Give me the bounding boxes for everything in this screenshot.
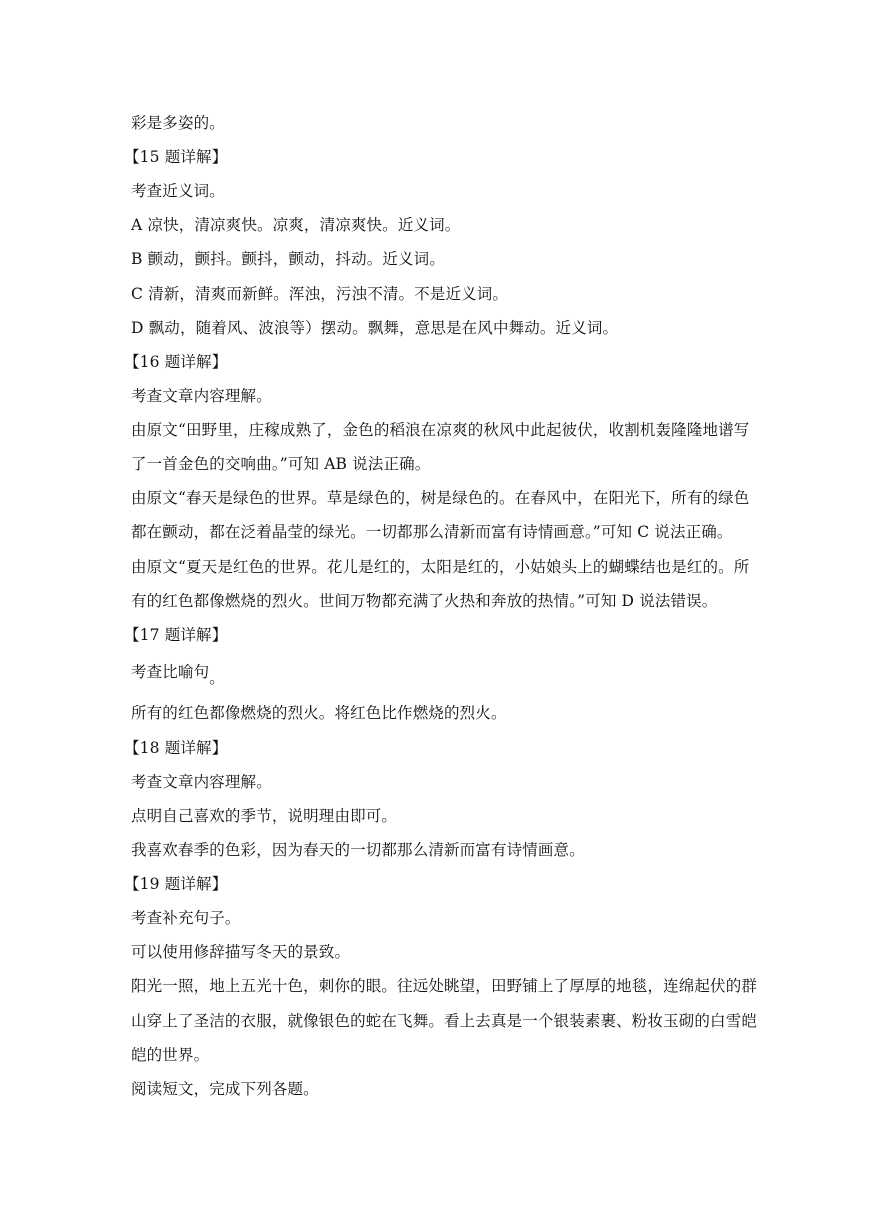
section-heading-15: 【15 题详解】 — [124, 148, 228, 166]
text-line: 由原文“田野里，庄稼成熟了，金色的稻浪在凉爽的秋风中此起彼伏，收割机轰隆隆地谱写 — [131, 421, 750, 439]
trailing-mark: 。 — [209, 669, 225, 687]
text-line-content: 考查比喻句 — [131, 663, 210, 681]
text-line: 阳光一照，地上五光十色，刺你的眼。往远处眺望，田野铺上了厚厚的地毯，连绵起伏的群 — [131, 977, 758, 995]
text-line: 了一首金色的交响曲。”可知 AB 说法正确。 — [131, 455, 431, 473]
text-line: A 凉快，清凉爽快。凉爽，清凉爽快。近义词。 — [131, 216, 461, 234]
section-heading-16: 【16 题详解】 — [124, 353, 228, 371]
text-line: 皑的世界。 — [131, 1046, 210, 1064]
text-line: 考查近义词。 — [131, 182, 225, 200]
text-line: 我喜欢春季的色彩，因为春天的一切都那么清新而富有诗情画意。 — [131, 841, 585, 859]
section-heading-19: 【19 题详解】 — [124, 875, 228, 893]
section-heading-18: 【18 题详解】 — [124, 739, 228, 757]
text-line: 有的红色都像燃烧的烈火。世间万物都充满了火热和奔放的热情。”可知 D 说法错误。 — [131, 592, 718, 610]
text-line-with-subscript-mark — [131, 662, 751, 687]
text-line: 阅读短文，完成下列各题。 — [131, 1080, 319, 1098]
text-line: B 颤动，颤抖。颤抖，颤动，抖动。近义词。 — [131, 250, 445, 268]
text-line: 考查文章内容理解。 — [131, 387, 272, 405]
text-line: C 清新，清爽而新鲜。浑浊，污浊不清。不是近义词。 — [131, 285, 509, 303]
text-line: 由原文“夏天是红色的世界。花儿是红的，太阳是红的，小姑娘头上的蝴蝶结也是红的。所 — [131, 558, 750, 576]
text-line: D 飘动，随着风、波浪等）摆动。飘舞，意思是在风中舞动。近义词。 — [131, 319, 619, 337]
text-line: 考查文章内容理解。 — [131, 773, 272, 791]
text-line: 所有的红色都像燃烧的烈火。将红色比作燃烧的烈火。 — [131, 704, 507, 722]
section-heading-17: 【17 题详解】 — [124, 626, 228, 644]
text-line: 由原文“春天是绿色的世界。草是绿色的，树是绿色的。在春风中，在阳光下，所有的绿色 — [131, 489, 750, 507]
text-line: 彩是多姿的。 — [131, 114, 225, 132]
text-line: 山穿上了圣洁的衣服，就像银色的蛇在飞舞。看上去真是一个银装素裹、粉妆玉砌的白雪皑 — [131, 1012, 758, 1030]
text-line: 点明自己喜欢的季节，说明理由即可。 — [131, 807, 398, 825]
text-line: 可以使用修辞描写冬天的景致。 — [131, 943, 351, 961]
text-line: 都在颤动，都在泛着晶莹的绿光。一切都那么清新而富有诗情画意。”可知 C 说法正确。 — [131, 523, 733, 541]
text-line: 考查补充句子。 — [131, 909, 241, 927]
